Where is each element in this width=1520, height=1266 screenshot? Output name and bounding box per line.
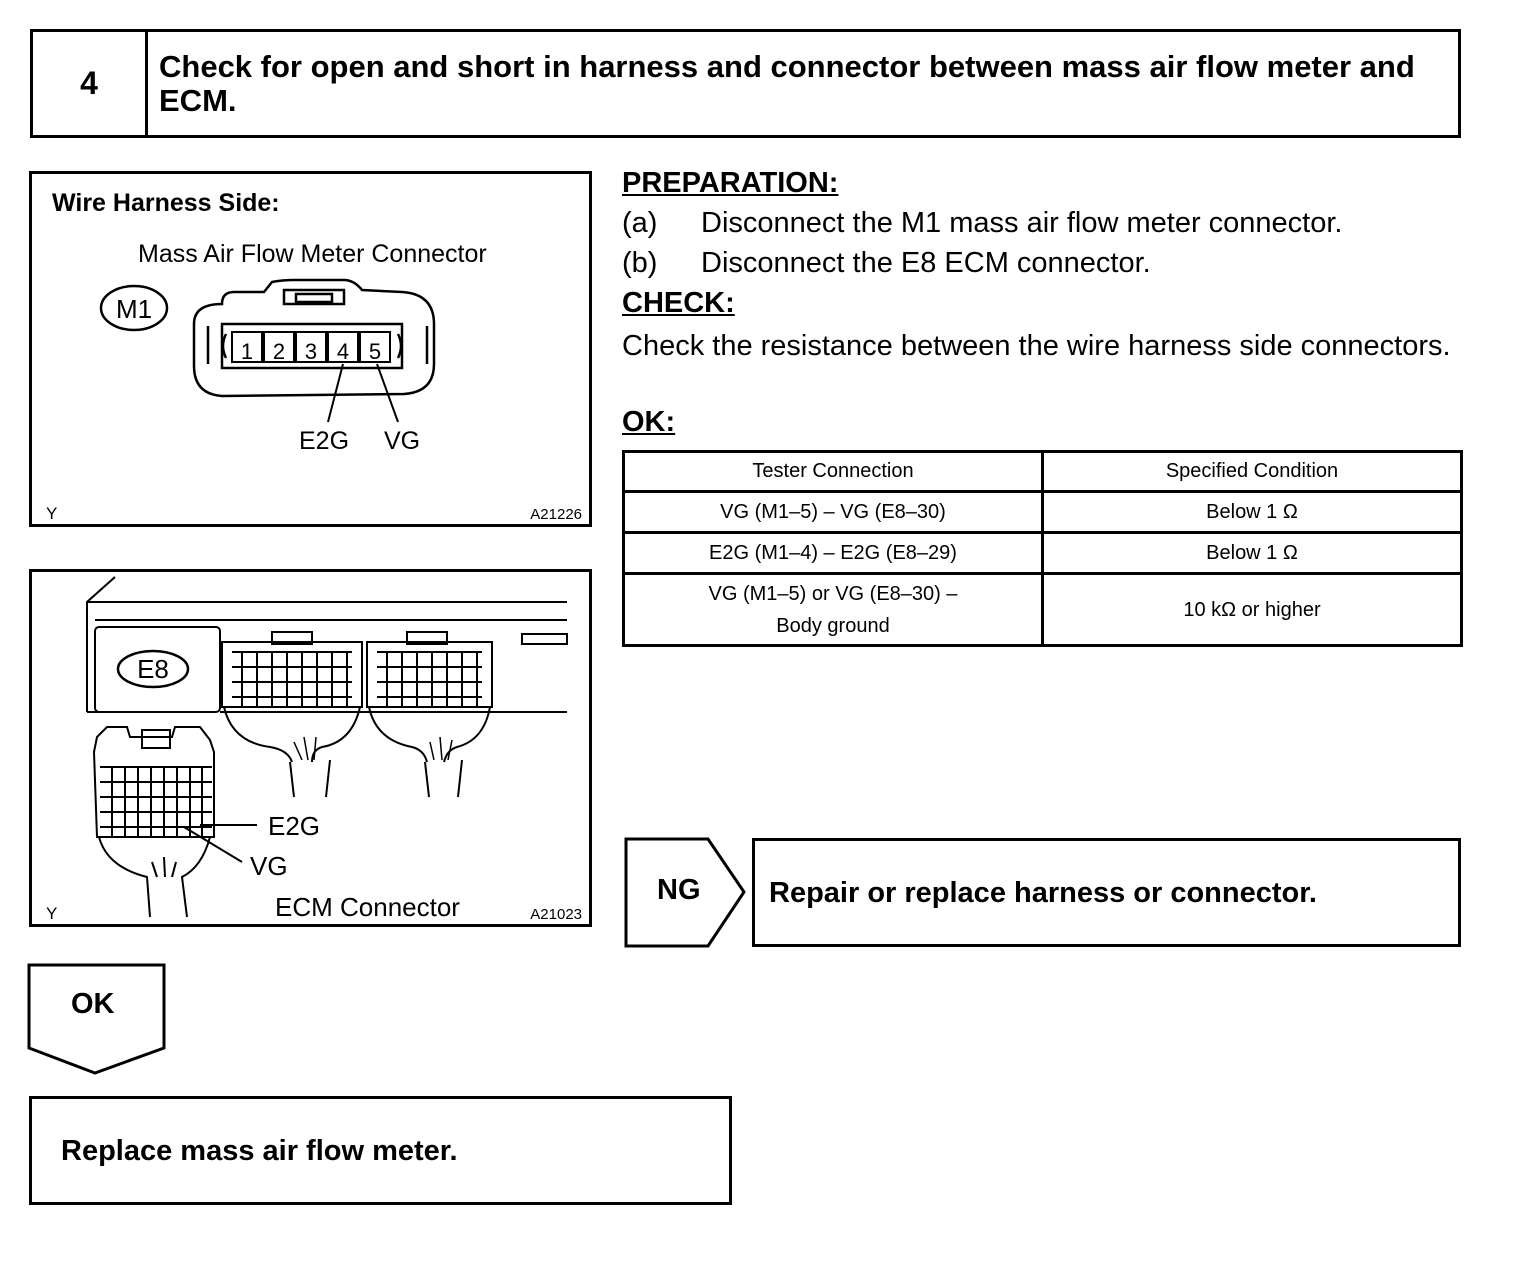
tester-connection-cell: E2G (M1–4) – E2G (E8–29): [624, 533, 1043, 574]
ecm-socket-right: [367, 632, 567, 797]
ecm-harness-connector: [94, 727, 214, 917]
step-number: 4: [33, 32, 148, 135]
ecm-connector-diagram: [32, 572, 589, 924]
table-row: [624, 492, 1462, 533]
step-title: Check for open and short in harness and connector between mass air flow meter and ECM.: [159, 49, 1415, 118]
preparation-step-a: [622, 207, 1342, 240]
spec-table: [622, 450, 1463, 647]
maf-connector-body: [194, 280, 434, 396]
table-header-row: [624, 452, 1462, 492]
callout-e2g: E2G: [298, 427, 350, 455]
ok-label: OK: [71, 988, 115, 1020]
connector-id-m1: M1: [115, 294, 153, 324]
connector-id-e8: E8: [137, 654, 169, 684]
ng-action-text: Repair or replace harness or connector.: [769, 877, 1317, 909]
tester-connection-cell: VG (M1–5) – VG (E8–30): [624, 492, 1043, 533]
callout-vg: VG: [250, 851, 288, 881]
specified-condition-cell: Below 1 Ω: [1043, 533, 1462, 574]
table-row: [624, 574, 1462, 646]
ng-label: NG: [657, 874, 701, 906]
figure-maf-connector: [29, 171, 592, 527]
preparation-heading: PREPARATION:: [622, 167, 839, 199]
specified-condition-cell: Below 1 Ω: [1043, 492, 1462, 533]
figure1-heading: Wire Harness Side:: [52, 189, 280, 217]
pin-5-label: 5: [368, 339, 382, 364]
connection-line-1: VG (M1–5) or VG (E8–30) –: [708, 582, 958, 605]
figure2-corner-mark: Y: [46, 904, 58, 923]
figure-ecm-connector: [29, 569, 592, 927]
figure1-corner-mark: Y: [46, 504, 58, 523]
step-b-label: (b): [622, 247, 658, 279]
figure1-caption: Mass Air Flow Meter Connector: [138, 240, 487, 268]
figure2-code: A21023: [530, 906, 582, 923]
pin-2-label: 2: [272, 339, 286, 364]
ok-action-box: [29, 1096, 732, 1205]
e2g-leader-line: [328, 364, 343, 422]
ng-action-box: [752, 838, 1461, 947]
step-a-text: Disconnect the M1 mass air flow meter connector.: [701, 207, 1343, 239]
column-header: Specified Condition: [1043, 452, 1462, 492]
figure1-code: A21226: [530, 506, 582, 523]
callout-e2g: E2G: [268, 811, 321, 841]
figure2-caption: ECM Connector: [275, 892, 460, 922]
check-text: Check the resistance between the wire harness side connectors.: [622, 330, 1451, 362]
table-row: [624, 533, 1462, 574]
maf-connector-diagram: [32, 174, 589, 524]
pin-1-label: 1: [240, 339, 254, 364]
preparation-step-b: [622, 247, 1151, 280]
ecm-housing: [87, 577, 567, 712]
pin-3-label: 3: [304, 339, 318, 364]
ecm-socket-left: [222, 632, 362, 797]
specified-condition-cell: 10 kΩ or higher: [1043, 574, 1462, 646]
ok-action-text: Replace mass air flow meter.: [61, 1135, 458, 1167]
step-b-text: Disconnect the E8 ECM connector.: [701, 247, 1151, 279]
column-header: Tester Connection: [624, 452, 1043, 492]
step-a-label: (a): [622, 207, 658, 239]
ok-heading: OK:: [622, 406, 676, 438]
check-heading: CHECK:: [622, 287, 735, 319]
tester-connection-cell: [624, 574, 1043, 646]
step-header: [30, 29, 1461, 138]
pin-4-label: 4: [336, 339, 350, 364]
connection-line-2: Body ground: [776, 614, 890, 637]
callout-vg: VG: [383, 427, 421, 455]
